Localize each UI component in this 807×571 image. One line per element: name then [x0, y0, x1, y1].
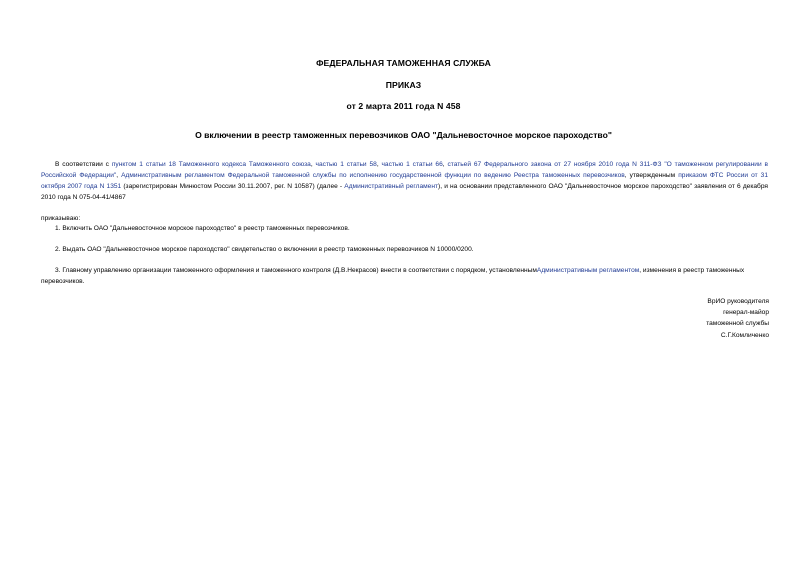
order-item-3-text: , изменения в реестр таможенных перевозчиков. [41, 267, 745, 285]
preamble-text: , [442, 161, 448, 168]
org-name: ФЕДЕРАЛЬНАЯ ТАМОЖЕННАЯ СЛУЖБА [316, 58, 491, 68]
signature-name: С.Г.Комличенко [720, 331, 769, 339]
link-customs-code-art18[interactable]: пунктом 1 статьи 18 Таможенного кодекса Таможенного союза [111, 161, 311, 168]
link-fts-order-1351[interactable]: приказом ФТС России от 31 октября 2007 года N 1351 [41, 172, 768, 190]
link-admin-regulation-short[interactable]: Административный регламент [344, 183, 438, 190]
preamble [41, 159, 768, 203]
signature-block [706, 296, 769, 341]
order-item-3-text: 3. Главному управлению организации таможенного оформления и таможенного контроля (Д.В.Некрасов) внести в соответствии с порядком, установленным [55, 267, 537, 274]
preamble-text: , [310, 161, 316, 168]
preamble-text: , [116, 172, 122, 179]
order-item-3 [41, 265, 768, 287]
link-admin-regulation-item3[interactable]: Административным регламентом [536, 267, 640, 274]
doc-date-number: от 2 марта 2011 года N 458 [346, 101, 461, 111]
order-item-2: 2. Выдать ОАО "Дальневосточное морское пароходство" свидетельство о включении в реестр таможенных перевозчиков N 10000/0200. [55, 246, 474, 253]
signature-line: генерал-майор [723, 309, 769, 317]
preamble-text: (зарегистрирован Минюстом России 30.11.2007, рег. N 10587) (далее - [121, 183, 345, 190]
order-word: приказываю: [41, 215, 81, 222]
link-part1-art66[interactable]: частью 1 статьи 66 [381, 161, 443, 168]
preamble-text: , утвержденным [624, 172, 679, 179]
link-admin-regulation[interactable]: Административным регламентом Федеральной таможенной службы по исполнению государственной функции по ведению Реестра таможенных перевозчиков [121, 172, 625, 179]
preamble-text: В соответствии с [55, 161, 112, 168]
preamble-paragraph [41, 159, 768, 203]
link-part1-art58[interactable]: частью 1 статьи 58 [315, 161, 377, 168]
preamble-text: , [376, 161, 382, 168]
link-law-311fz-art67[interactable]: статьей 67 Федерального закона от 27 ноября 2010 года N 311-ФЗ "О таможенном регулировании в Российской Федерации" [41, 161, 769, 179]
order-item-1: 1. Включить ОАО "Дальневосточное морское пароходство" в реестр таможенных перевозчиков. [55, 225, 350, 232]
signature-line: ВрИО руководителя [707, 298, 769, 305]
signature-line: таможенной службы [706, 320, 769, 328]
preamble-text: ), и на основании представленного ОАО "Дальневосточное морское пароходство" заявления от 6 декабря 2010 года N 075-04-41/4867 [41, 183, 768, 201]
doc-title: О включении в реестр таможенных перевозчиков ОАО "Дальневосточное морское пароходство" [195, 130, 612, 140]
doc-type: ПРИКАЗ [385, 80, 422, 90]
order-items [41, 223, 768, 287]
